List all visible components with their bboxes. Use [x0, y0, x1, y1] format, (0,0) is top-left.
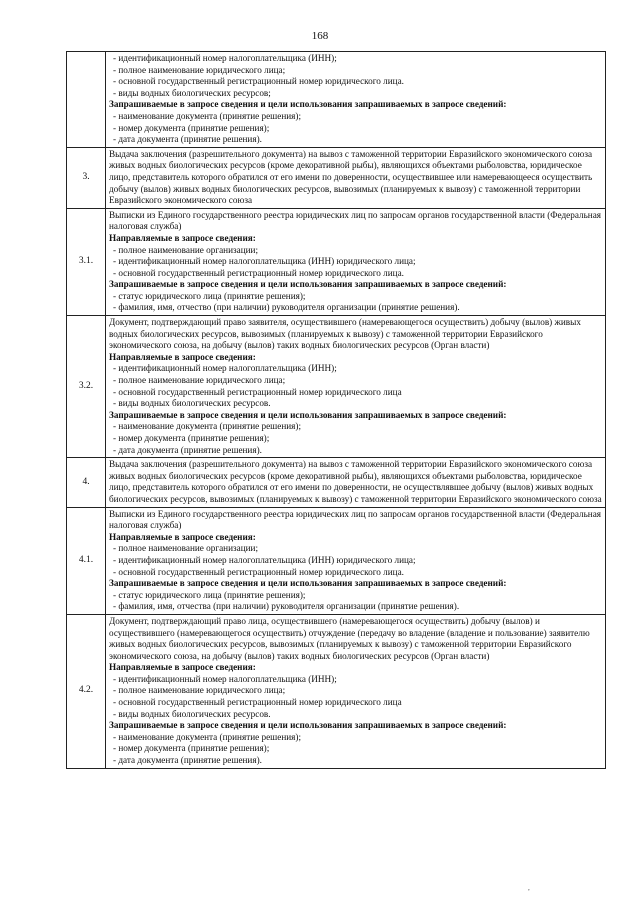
- scan-artifact: ,: [528, 884, 530, 892]
- row-number: 3.1.: [67, 208, 106, 315]
- paragraph-text: Выдача заключения (разрешительного документа) на вывоз с таможенной территории Евразийского экономического союза живых водных биологических ресурсов (кроме декоративной рыбы), являющихся объектами рыболовства, юридическое лицо, представитель которого обратился от его имени по доверенности, не осуществлявшее добычу (вылов) живых водных биологических ресурсов, вывозимых (планируемых к вывозу) с таможенной территории Евразийского экономического союза: [109, 459, 602, 504]
- section-heading: Направляемые в запросе сведения:: [109, 662, 256, 673]
- row-content: [106, 507, 606, 614]
- list-item: - основной государственный регистрационный номер юридического лица.: [109, 76, 602, 88]
- section-heading: Направляемые в запросе сведения:: [109, 351, 256, 362]
- row-number: 4.2.: [67, 614, 106, 768]
- row-number: 3.2.: [67, 316, 106, 458]
- page-number: 168: [311, 30, 329, 42]
- list-item: - дата документа (принятие решения).: [109, 445, 602, 457]
- list-item: - полное наименование юридического лица;: [109, 685, 602, 697]
- row-number: [67, 52, 106, 148]
- row-number: 3.: [67, 147, 106, 208]
- table-row: [67, 614, 606, 768]
- list-item: - фамилия, имя, отчество (при наличии) руководителя организации (принятие решения).: [109, 302, 602, 314]
- row-content: [106, 614, 606, 768]
- row-content: [106, 52, 606, 148]
- row-number: 4.: [67, 458, 106, 507]
- list-item: - идентификационный номер налогоплательщика (ИНН) юридического лица;: [109, 256, 602, 268]
- list-item: - идентификационный номер налогоплательщика (ИНН);: [109, 674, 602, 686]
- requirements-table: [66, 51, 606, 769]
- section-heading: Запрашиваемые в запросе сведения и цели использования запрашиваемых в запросе сведений:: [109, 99, 507, 110]
- table-row: [67, 208, 606, 315]
- paragraph-text: Выписки из Единого государственного реестра юридических лиц по запросам органов государственной власти (Федеральная налоговая служба): [109, 209, 601, 232]
- list-item: - полное наименование организации;: [109, 245, 602, 257]
- list-item: - полное наименование организации;: [109, 543, 602, 555]
- table-row: [67, 52, 606, 148]
- list-item: - основной государственный регистрационный номер юридического лица.: [109, 268, 602, 280]
- list-item: - идентификационный номер налогоплательщика (ИНН) юридического лица;: [109, 555, 602, 567]
- table-row: [67, 507, 606, 614]
- row-content: [106, 147, 606, 208]
- section-heading: Запрашиваемые в запросе сведения и цели использования запрашиваемых в запросе сведений:: [109, 578, 507, 589]
- row-content: [106, 458, 606, 507]
- list-item: - идентификационный номер налогоплательщика (ИНН);: [109, 53, 602, 65]
- table-row: [67, 316, 606, 458]
- section-heading: Направляемые в запросе сведения:: [109, 232, 256, 243]
- row-content: [106, 208, 606, 315]
- table-row: [67, 147, 606, 208]
- list-item: - основной государственный регистрационный номер юридического лица.: [109, 567, 602, 579]
- paragraph-text: Выписки из Единого государственного реестра юридических лиц по запросам органов государственной власти (Федеральная налоговая служба): [109, 508, 601, 531]
- list-item: - виды водных биологических ресурсов.: [109, 398, 602, 410]
- list-item: - дата документа (принятие решения).: [109, 134, 602, 146]
- list-item: - наименование документа (принятие решения);: [109, 421, 602, 433]
- section-heading: Запрашиваемые в запросе сведения и цели использования запрашиваемых в запросе сведений:: [109, 409, 507, 420]
- list-item: - номер документа (принятие решения);: [109, 743, 602, 755]
- list-item: - номер документа (принятие решения);: [109, 123, 602, 135]
- list-item: - полное наименование юридического лица;: [109, 375, 602, 387]
- table-row: [67, 458, 606, 507]
- section-heading: Запрашиваемые в запросе сведения и цели использования запрашиваемых в запросе сведений:: [109, 279, 507, 290]
- list-item: - фамилия, имя, отчества (при наличии) руководителя организации (принятие решения).: [109, 601, 602, 613]
- paragraph-text: Документ, подтверждающий право заявителя, осуществившего (намеревающегося осуществить) добычу (вылов) живых водных биологических ресурсов, вывозимых (планируемых к вывозу) с таможенной территории Евразийского экономического союза, на добычу (вылов) таких водных биологических ресурсов (Орган власти): [109, 317, 581, 351]
- paragraph-text: Документ, подтверждающий право лица, осуществившего (намеревающегося осуществить) добычу (вылов) и осуществившего (намеревающегося осуществить) отчуждение (передачу во владение (владение и пользование) заявителю живых водных биологических ресурсов, вывозимых (планируемых к вывозу) с таможенной территории Евразийского экономического союза, на добычу (вылов) таких водных биологических ресурсов (Орган власти): [109, 615, 590, 661]
- list-item: - наименование документа (принятие решения);: [109, 111, 602, 123]
- row-content: [106, 316, 606, 458]
- list-item: - основной государственный регистрационный номер юридического лица: [109, 697, 602, 709]
- list-item: - виды водных биологических ресурсов.: [109, 709, 602, 721]
- section-heading: Направляемые в запросе сведения:: [109, 531, 256, 542]
- list-item: - идентификационный номер налогоплательщика (ИНН);: [109, 363, 602, 375]
- section-heading: Запрашиваемые в запросе сведения и цели использования запрашиваемых в запросе сведений:: [109, 720, 507, 731]
- list-item: - наименование документа (принятие решения);: [109, 732, 602, 744]
- list-item: - основной государственный регистрационный номер юридического лица: [109, 387, 602, 399]
- list-item: - полное наименование юридического лица;: [109, 65, 602, 77]
- list-item: - виды водных биологических ресурсов;: [109, 88, 602, 100]
- paragraph-text: Выдача заключения (разрешительного документа) на вывоз с таможенной территории Евразийского экономического союза живых водных биологических ресурсов (кроме декоративной рыбы), являющихся объектами рыболовства, юридическое лицо, представитель которого обратился от его имени по доверенности, осуществившее или намеревающееся осуществить добычу (вылов) живых водных биологических ресурсов, вывозимых (планируемых к вывозу) с таможенной территории Евразийского экономического союза: [109, 148, 593, 206]
- list-item: - дата документа (принятие решения).: [109, 755, 602, 767]
- row-number: 4.1.: [67, 507, 106, 614]
- list-item: - номер документа (принятие решения);: [109, 433, 602, 445]
- list-item: - статус юридического лица (принятие решения);: [109, 291, 602, 303]
- list-item: - статус юридического лица (принятие решения);: [109, 590, 602, 602]
